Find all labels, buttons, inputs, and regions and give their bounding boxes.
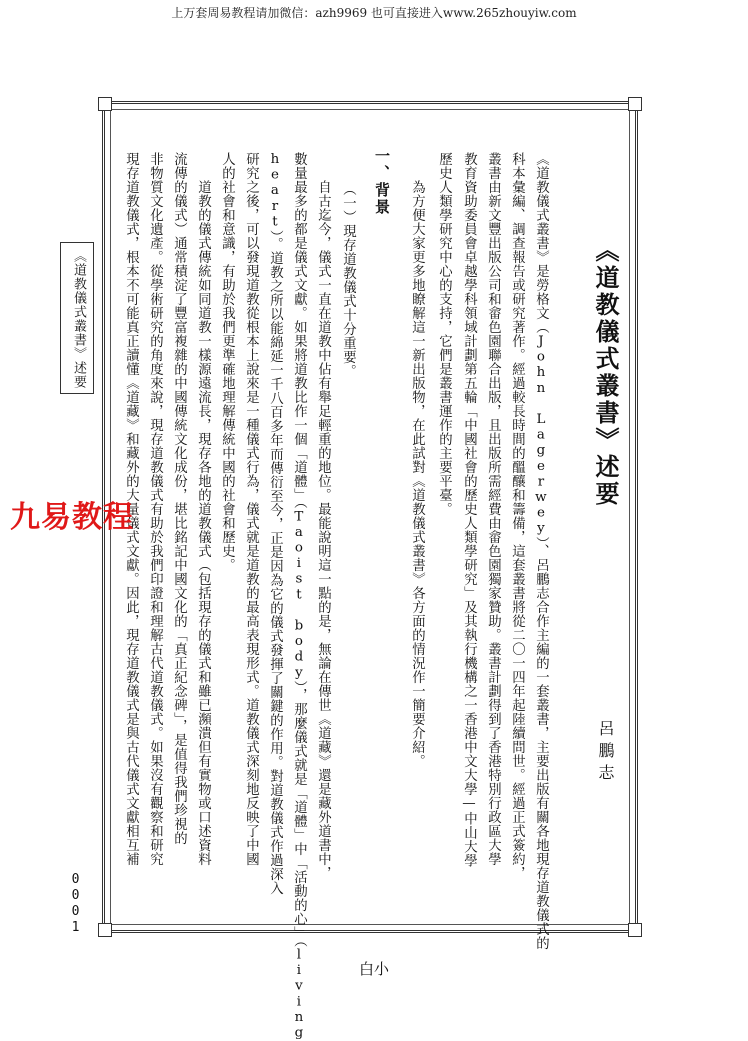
watermark: 九易教程 bbox=[10, 500, 134, 535]
corner-ornament bbox=[98, 923, 112, 937]
running-header: 《道教儀式叢書》述要 bbox=[71, 249, 86, 389]
page-border-inner bbox=[110, 109, 630, 925]
text-column: 科本彙編、調查報告或研究著作。經過較長時間的醞釀和籌備，這套叢書將從二〇一四年起陸續問世。經過正式簽約， bbox=[509, 152, 525, 880]
text-column: 為方便大家更多地瞭解這一新出版物，在此試對《道教儀式叢書》各方面的情況作一簡要介紹。 bbox=[409, 152, 425, 768]
footer-text: 白小 bbox=[358, 960, 389, 978]
corner-ornament bbox=[628, 923, 642, 937]
text-column: 道教的儀式傳統如同道教一樣源遠流長，現存各地的道教儀式（包括現存的儀式和雖已瀕潰但有實物或口述資料 bbox=[195, 152, 211, 866]
text-column: 自古迄今，儀式一直在道教中佔有舉足輕重的地位。最能說明這一點的是，無論在傳世《道藏》還是藏外道書中， bbox=[315, 152, 331, 880]
corner-ornament bbox=[628, 97, 642, 111]
running-header-box bbox=[60, 242, 94, 394]
text-column: 現存道教儀式，根本不可能真正讀懂《道藏》和藏外的大量儀式文獻。因此，現存道教儀式是與古代儀式文獻相互補 bbox=[123, 152, 139, 866]
text-column: 人的社會和意識，有助於我們更準確地理解傳統中國的社會和歷史。 bbox=[219, 152, 235, 572]
corner-ornament bbox=[98, 97, 112, 111]
text-column: 歷史人類學研究中心的支持，它們是叢書運作的主要平臺。 bbox=[436, 152, 452, 516]
text-column: heart）。道教之所以能綿延一千八百多年而傳衍至今，正是因為它的儀式發揮了關鍵的作用。對道教儀式作過深入 bbox=[267, 152, 283, 896]
text-column: 數量最多的都是儀式文獻。如果將道教比作一個「道體」（Taoist body），那麼儀式就是「道體」中「活動的心」（living bbox=[291, 152, 307, 1041]
text-column: 非物質文化遺產。從學術研究的角度來說，現存道教儀式有助於我們印證和理解古代道教儀式。如果沒有觀察和研究 bbox=[147, 152, 163, 866]
page-title: 《道教儀式叢書》述要 bbox=[591, 238, 620, 508]
text-column: 教育資助委員會卓越學科領域計劃第五輪「中國社會的歷史人類學研究」及其執行機構之一香港中文大學—中山大學 bbox=[461, 152, 477, 868]
text-column: 流傳的儀式）通常積淀了豐富複雜的中國傳統文化成份，堪比銘記中國文化的「真正紀念碑」，是值得我們珍視的 bbox=[171, 152, 187, 846]
top-banner: 上万套周易教程请加微信：azh9969 也可直接进入www.265zhouyiw.com bbox=[171, 6, 577, 20]
text-column: 《道教儀式叢書》是勞格文（John Lagerwey）、呂鵬志合作主編的一套叢書，主要出版有關各地現存道教儀式的 bbox=[533, 152, 549, 951]
page-number: 0001 bbox=[68, 872, 83, 936]
author-name: 呂鵬志 bbox=[596, 720, 615, 786]
text-column: 叢書由新文豐出版公司和畲色園聯合出版，且出版所需經費由畲色園獨家贊助。叢書計劃得到了香港特別行政區大學 bbox=[485, 152, 501, 866]
text-column: 研究之後，可以發現道教從根本上說來是一種儀式行為，儀式就是道教的最高表現形式。道教儀式深刻地反映了中國 bbox=[243, 152, 259, 866]
section-heading: 一、背景 bbox=[373, 148, 391, 216]
text-column: （一）現存道教儀式十分重要。 bbox=[340, 182, 356, 378]
